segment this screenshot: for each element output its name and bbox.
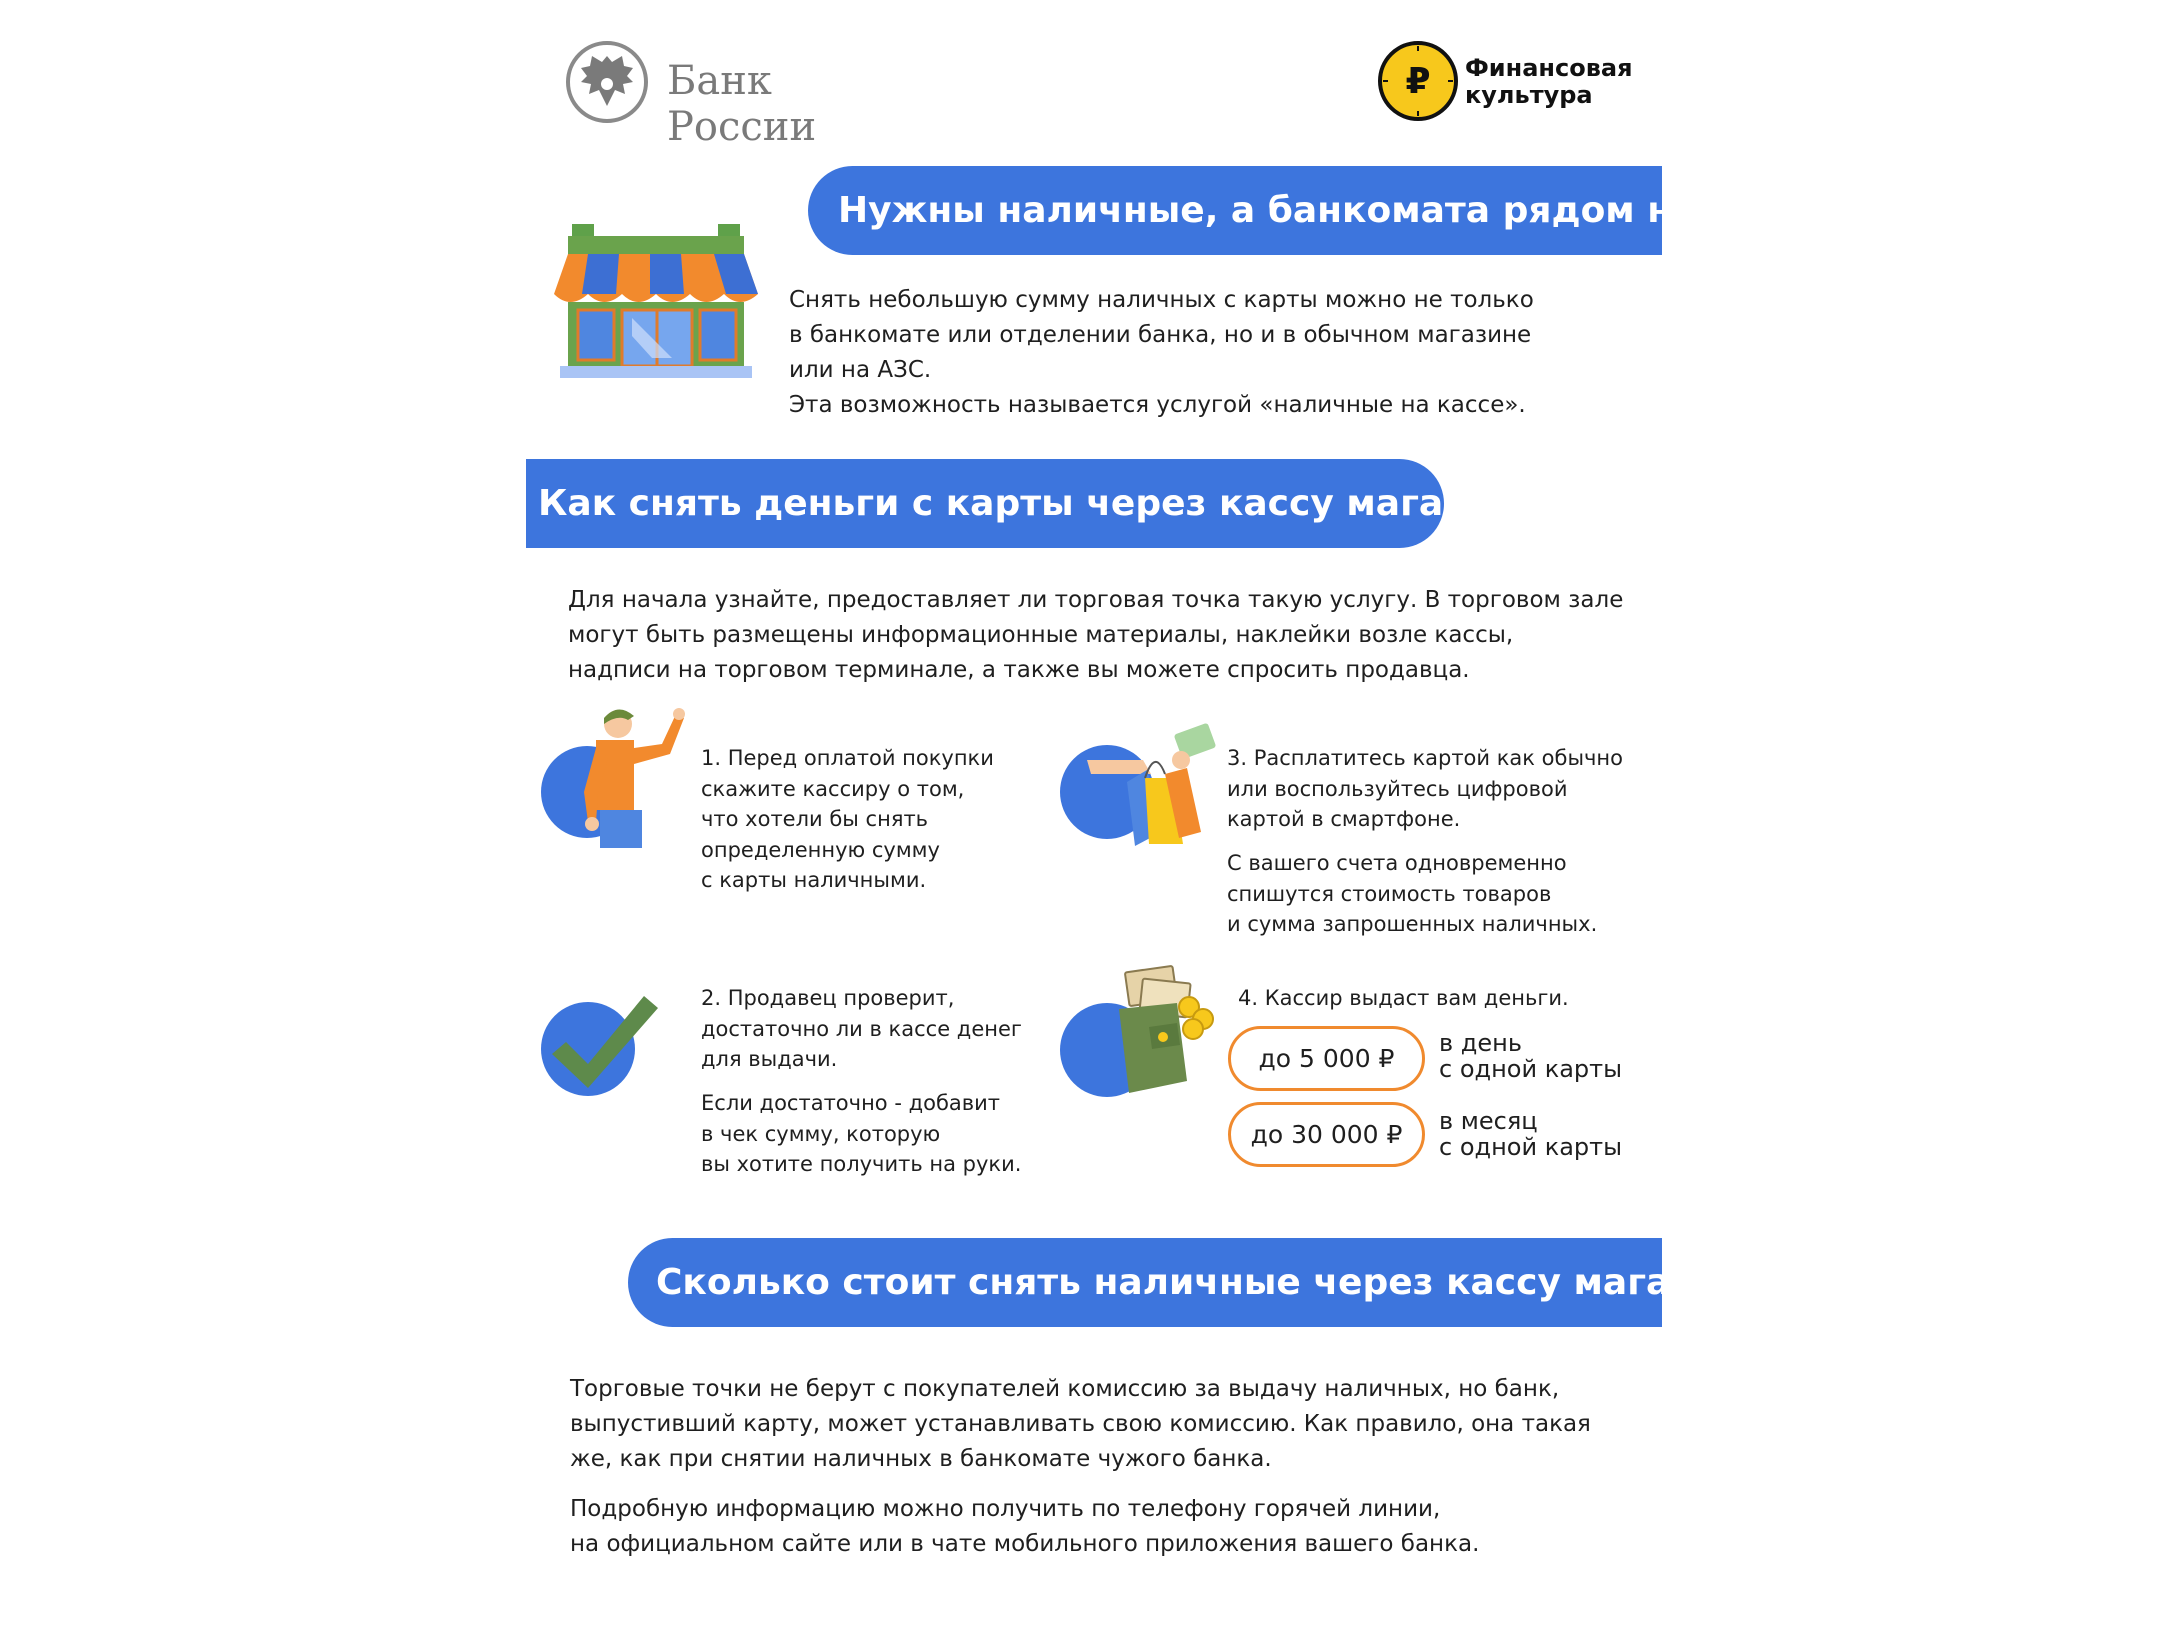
- bank-of-russia-logo: [565, 40, 905, 150]
- limit-monthly-amount: до 30 000 ₽: [1250, 1120, 1403, 1149]
- section3-paragraph-2: Подробную информацию можно получить по телефону горячей линии, на официальном сайте или в чате мобильного приложения вашего банка.: [570, 1496, 1480, 1557]
- step3-extra: С вашего счета одновременно спишутся стоимость товаров и сумма запрошенных наличных.: [1227, 851, 1598, 936]
- step3-text: 3. Расплатитесь картой как обычно или воспользуйтесь цифровой картой в смартфоне.: [1227, 746, 1624, 831]
- limit-monthly-pill: [1228, 1102, 1425, 1167]
- step2-extra: Если достаточно - добавит в чек сумму, которую вы хотите получить на руки.: [701, 1091, 1022, 1176]
- section3-paragraph-1: Торговые точки не берут с покупателей комиссию за выдачу наличных, но банк, выпустивший карту, может устанавливать свою комиссию. Как правило, она такая же, как при снятии наличных в банкомате чужого банка.: [570, 1376, 1591, 1472]
- shop-storefront-icon: [548, 222, 763, 382]
- section1-title: Нужны наличные, а банкомата рядом нет?: [838, 190, 1739, 231]
- bank-name: Банк России: [667, 58, 817, 150]
- limit-daily-amount: до 5 000 ₽: [1258, 1044, 1395, 1073]
- step4-text: 4. Кассир выдаст вам деньги.: [1238, 986, 1569, 1010]
- step2-text: 2. Продавец проверит, достаточно ли в кассе денег для выдачи.: [701, 986, 1022, 1071]
- section2-title: Как снять деньги с карты через кассу магазина?: [538, 483, 1560, 524]
- section1-title-banner: [808, 166, 1739, 255]
- section2-title-banner: [526, 459, 1560, 548]
- financial-culture-title: Финансовая культура: [1465, 54, 1633, 109]
- ruble-coin-icon: [1377, 40, 1459, 122]
- person-pointing-icon: [540, 700, 690, 850]
- section1-text: Снять небольшую сумму наличных с карты можно не только в банкомате или отделении банка, но и в обычном магазине или на АЗС. Эта возможность называется услугой «наличные на кассе».: [789, 287, 1534, 418]
- limit-daily-desc: в день с одной карты: [1439, 1029, 1623, 1083]
- wallet-coins-icon: [1057, 965, 1217, 1100]
- section2-intro: Для начала узнайте, предоставляет ли торговая точка такую услугу. В торговом зале могут быть размещены информационные материалы, наклейки возле кассы, надписи на торговом терминале, а также вы можете спросить продавца.: [568, 587, 1624, 683]
- checkmark-icon: [540, 992, 675, 1102]
- limit-monthly-desc: в месяц с одной карты: [1439, 1107, 1623, 1161]
- shopping-bags-icon: [1057, 720, 1227, 855]
- svg-text:₽: ₽: [1405, 61, 1431, 102]
- limit-daily-pill: [1228, 1026, 1425, 1091]
- eagle-emblem-icon: [565, 40, 649, 124]
- financial-culture-logo: [1377, 40, 1633, 124]
- section3-title-banner: [628, 1238, 1787, 1327]
- section3-title: Сколько стоит снять наличные через кассу магазина?: [656, 1262, 1787, 1303]
- step1-text: 1. Перед оплатой покупки скажите кассиру о том, что хотели бы снять определенную сумму с карты наличными.: [701, 746, 994, 892]
